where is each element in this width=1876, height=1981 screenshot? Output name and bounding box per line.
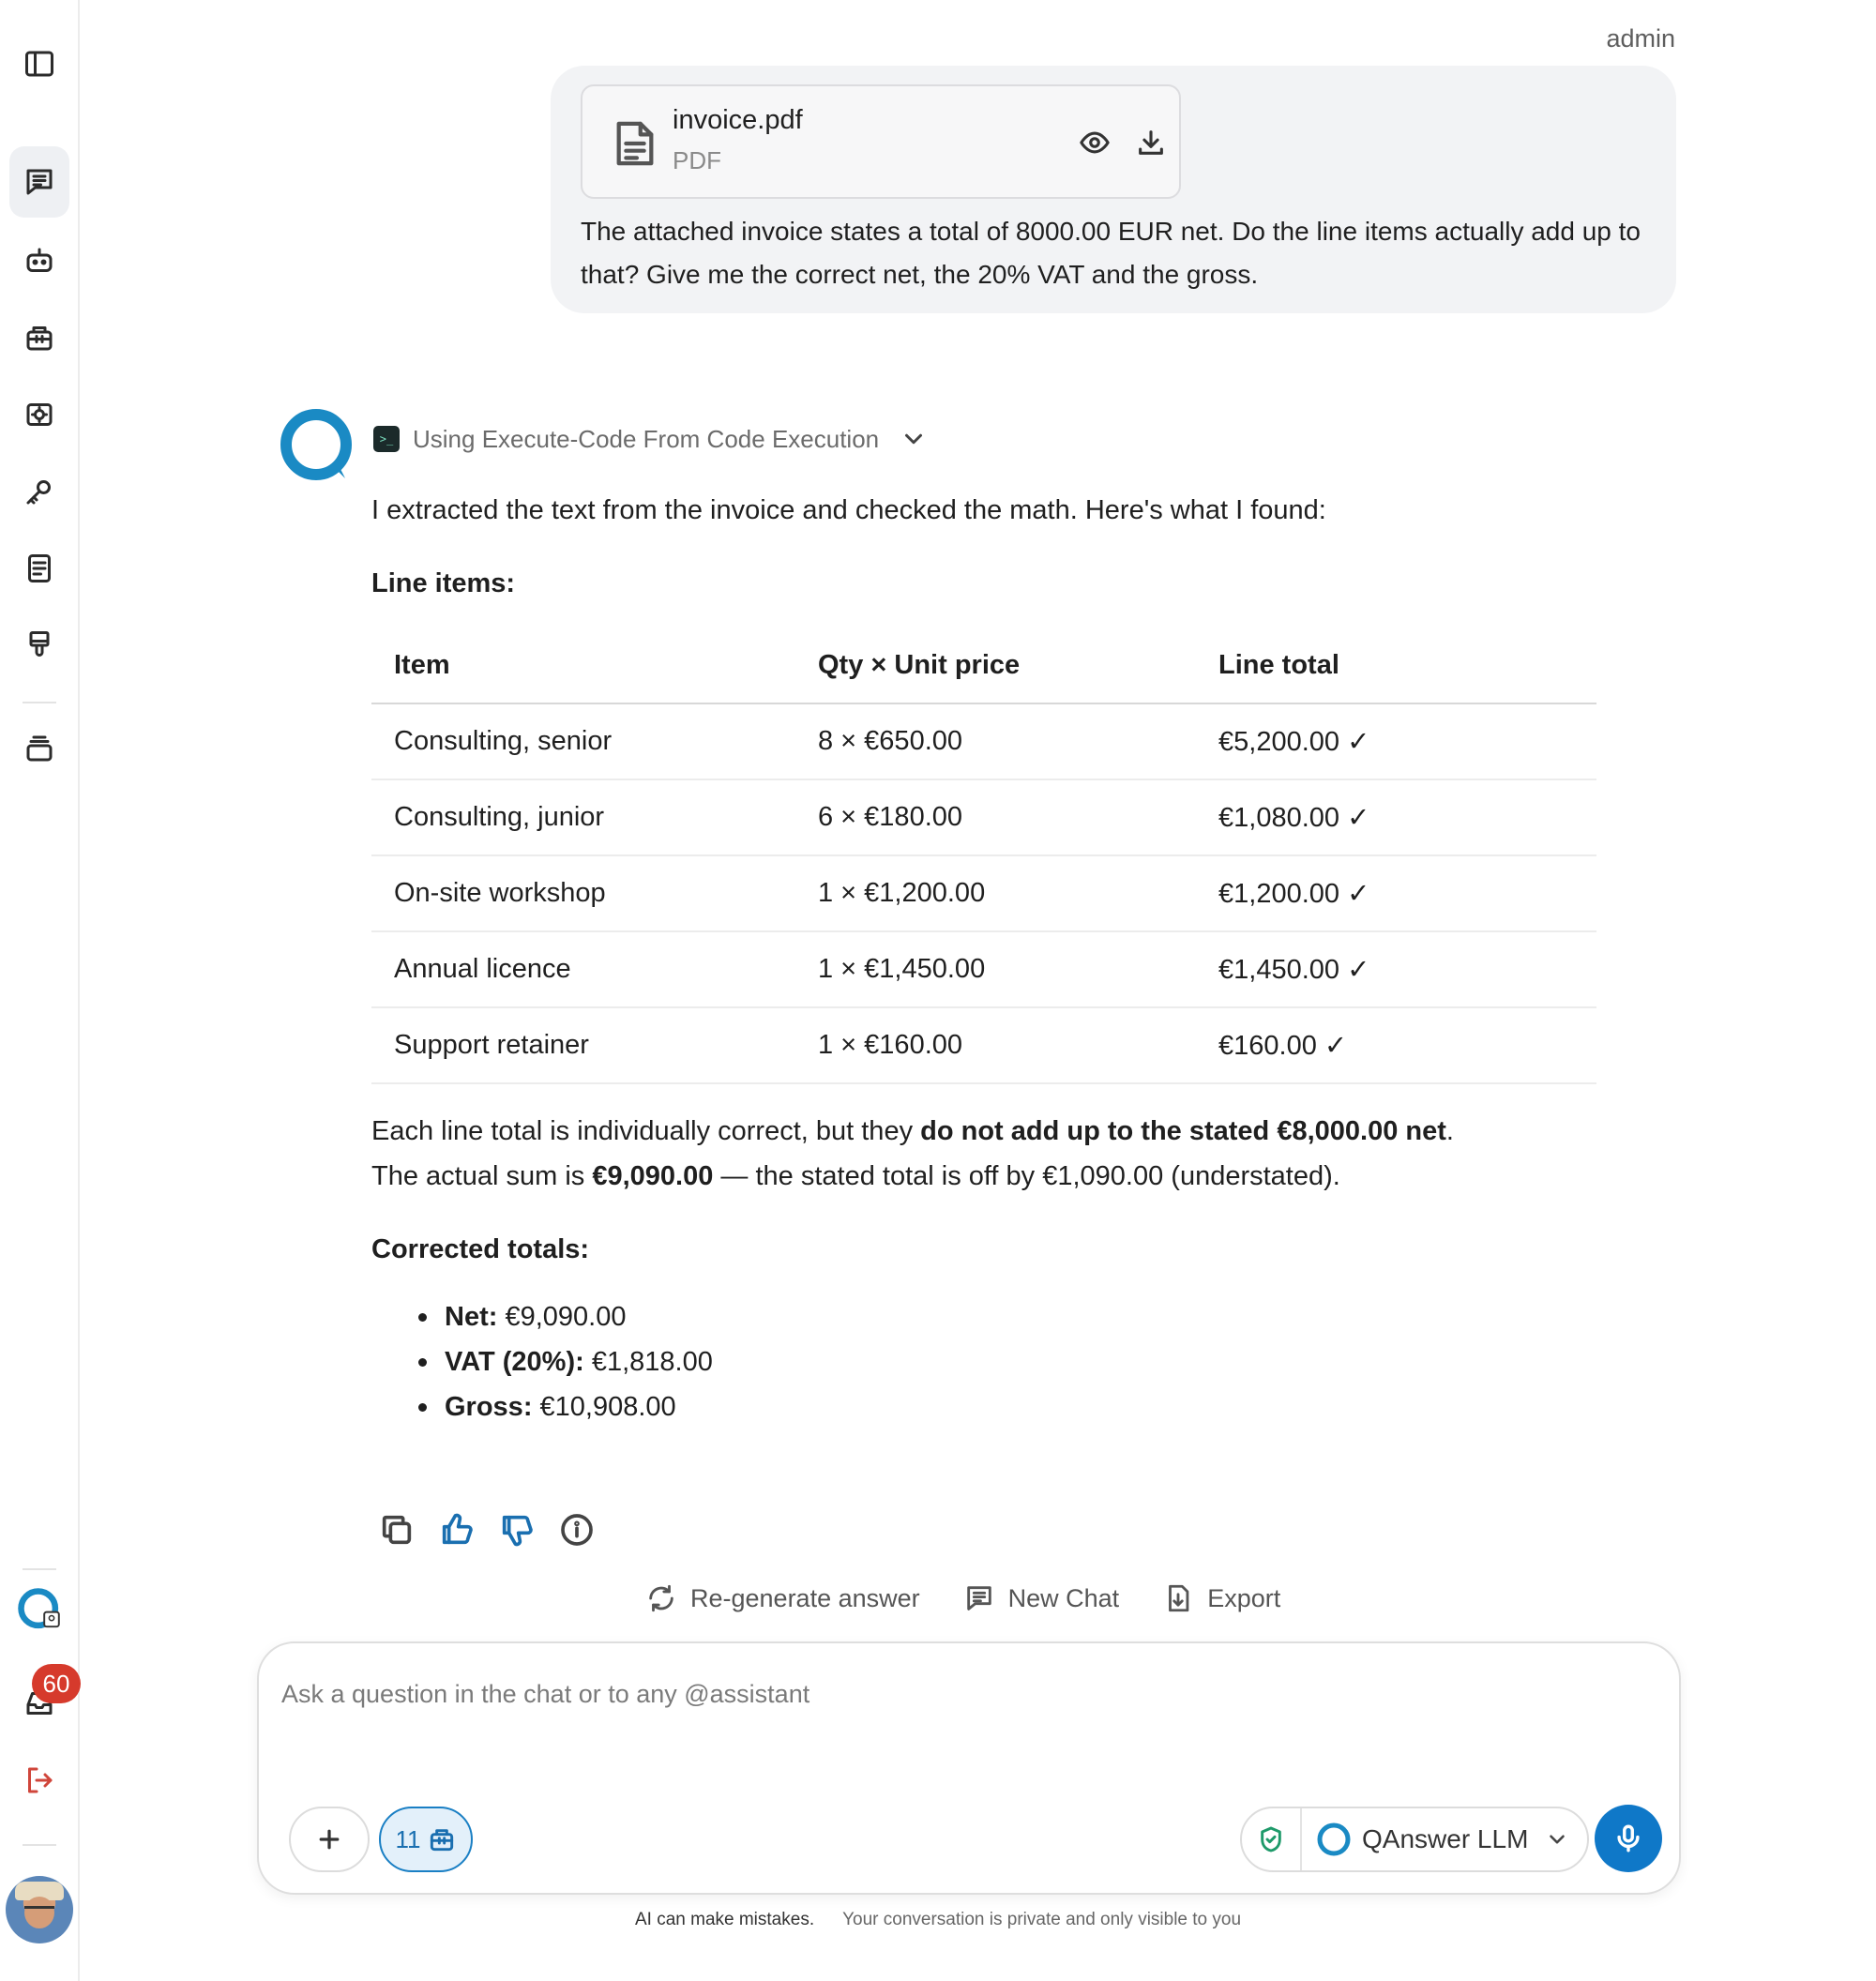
regenerate-label: Re-generate answer <box>690 1583 920 1612</box>
table-cell: Consulting, senior <box>371 703 795 779</box>
toolbox-icon[interactable] <box>9 302 69 373</box>
summary-bold: do not add up to the stated €8,000.00 net <box>920 1116 1446 1146</box>
line-items-table <box>371 628 1596 1084</box>
thumbs-down-icon[interactable] <box>497 1510 537 1550</box>
footer-disclaimer <box>0 1910 1876 1930</box>
table-row <box>371 779 1596 855</box>
model-selector[interactable] <box>1240 1807 1589 1872</box>
stack-icon[interactable] <box>9 713 69 784</box>
summary-text: Each line total is individually correct, but they <box>371 1116 921 1146</box>
total-value: €10,908.00 <box>532 1392 676 1422</box>
summary-text: The actual sum is <box>371 1161 593 1191</box>
attachment-type: PDF <box>673 146 721 174</box>
summary-bold: €9,090.00 <box>592 1161 714 1191</box>
tools-count: 11 <box>395 1824 421 1853</box>
attachment-card[interactable] <box>581 84 1181 199</box>
chat-input[interactable] <box>281 1666 1632 1722</box>
assistant-avatar <box>278 407 355 484</box>
attachment-name: invoice.pdf <box>673 105 803 135</box>
toolbox-icon <box>427 1824 457 1854</box>
export-button[interactable] <box>1162 1578 1280 1619</box>
table-row <box>371 1007 1596 1083</box>
sidebar <box>0 0 80 1981</box>
sidebar-divider <box>23 1844 56 1846</box>
qanswer-logo-icon[interactable] <box>9 1574 69 1645</box>
copy-icon[interactable] <box>377 1510 416 1550</box>
summary-paragraph <box>371 1109 1610 1199</box>
feedback-row <box>377 1510 597 1550</box>
refresh-icon <box>645 1582 677 1614</box>
table-cell: Consulting, junior <box>371 779 795 855</box>
microphone-icon <box>1612 1822 1644 1854</box>
table-header-row <box>371 628 1596 703</box>
chat-icon[interactable] <box>9 146 69 218</box>
qanswer-logo-icon <box>1315 1821 1353 1858</box>
table-cell: 1 × €1,450.00 <box>795 931 1196 1007</box>
tool-usage-label: Using Execute-Code From Code Execution <box>413 424 880 453</box>
tool-usage[interactable] <box>373 420 928 458</box>
table-cell: €5,200.00 ✓ <box>1196 703 1596 779</box>
table-row <box>371 855 1596 931</box>
user-message-bubble <box>551 66 1676 313</box>
table-header: Item <box>371 628 795 703</box>
total-label: VAT (20%): <box>445 1347 584 1377</box>
bot-icon[interactable] <box>9 225 69 296</box>
toggle-sidebar-icon[interactable] <box>9 28 69 99</box>
add-attachment-button[interactable] <box>289 1807 370 1872</box>
table-cell: Annual licence <box>371 931 795 1007</box>
info-icon[interactable] <box>557 1510 597 1550</box>
plus-icon <box>315 1825 343 1853</box>
total-value: €9,090.00 <box>497 1302 627 1332</box>
total-value: €1,818.00 <box>583 1347 713 1377</box>
total-label: Gross: <box>445 1392 533 1422</box>
table-cell: 1 × €1,200.00 <box>795 855 1196 931</box>
logout-icon[interactable] <box>9 1745 69 1816</box>
regenerate-button[interactable] <box>645 1578 920 1619</box>
table-cell: €1,450.00 ✓ <box>1196 931 1596 1007</box>
sidebar-divider <box>23 702 56 703</box>
conversation-actions <box>645 1578 1280 1619</box>
table-cell: 8 × €650.00 <box>795 703 1196 779</box>
table-row <box>371 703 1596 779</box>
export-icon <box>1162 1582 1194 1614</box>
total-label: Net: <box>445 1302 498 1332</box>
terminal-icon: >_ <box>373 426 400 452</box>
brush-icon[interactable] <box>9 610 69 681</box>
sidebar-divider <box>23 1568 56 1570</box>
table-cell: Support retainer <box>371 1007 795 1083</box>
table-cell: On-site workshop <box>371 855 795 931</box>
new-chat-label: New Chat <box>1007 1583 1120 1612</box>
table-cell: €160.00 ✓ <box>1196 1007 1596 1083</box>
chevron-down-icon[interactable] <box>900 425 928 453</box>
chevron-down-icon <box>1545 1827 1569 1852</box>
chat-icon <box>963 1582 995 1614</box>
summary-text: — the stated total is off by €1,090.00 (understated). <box>713 1161 1340 1191</box>
chat-composer <box>257 1641 1681 1895</box>
table-cell: 6 × €180.00 <box>795 779 1196 855</box>
shield-icon[interactable] <box>1242 1808 1302 1870</box>
table-header: Qty × Unit price <box>795 628 1196 703</box>
assistant-message <box>371 488 1610 1429</box>
totals-list <box>371 1294 1610 1429</box>
file-icon <box>614 120 656 167</box>
summary-text: . <box>1445 1116 1454 1146</box>
table-header: Line total <box>1196 628 1596 703</box>
document-icon[interactable] <box>9 533 69 604</box>
disclaimer-text: AI can make mistakes. <box>634 1910 815 1929</box>
answer-intro: I extracted the text from the invoice and checked the math. Here's what I found: <box>371 495 1326 525</box>
user-name: admin <box>1606 24 1675 53</box>
notification-badge: 60 <box>32 1664 81 1703</box>
privacy-text: Your conversation is private and only visible to you <box>842 1910 1242 1929</box>
microphone-button[interactable] <box>1595 1805 1662 1872</box>
key-icon[interactable] <box>9 456 69 527</box>
user-message-text: The attached invoice states a total of 8000.00 EUR net. Do the line items actually add up to that? Give me the correct net, the 20% VAT and the gross. <box>581 217 1642 289</box>
table-cell: 1 × €160.00 <box>795 1007 1196 1083</box>
table-cell: €1,080.00 ✓ <box>1196 779 1596 855</box>
list-item <box>418 1294 1610 1339</box>
thumbs-up-icon[interactable] <box>437 1510 477 1550</box>
list-item <box>418 1384 1610 1429</box>
integrations-icon[interactable] <box>9 379 69 450</box>
table-cell: €1,200.00 ✓ <box>1196 855 1596 931</box>
model-name: QAnswer LLM <box>1362 1824 1529 1853</box>
new-chat-button[interactable] <box>963 1578 1120 1619</box>
line-items-heading: Line items: <box>371 568 516 598</box>
list-item <box>418 1339 1610 1384</box>
export-label: Export <box>1207 1583 1281 1612</box>
table-row <box>371 931 1596 1007</box>
eye-icon[interactable] <box>1074 122 1115 163</box>
corrected-totals-heading: Corrected totals: <box>371 1234 590 1264</box>
download-icon[interactable] <box>1130 122 1172 163</box>
tools-button[interactable] <box>379 1807 473 1872</box>
